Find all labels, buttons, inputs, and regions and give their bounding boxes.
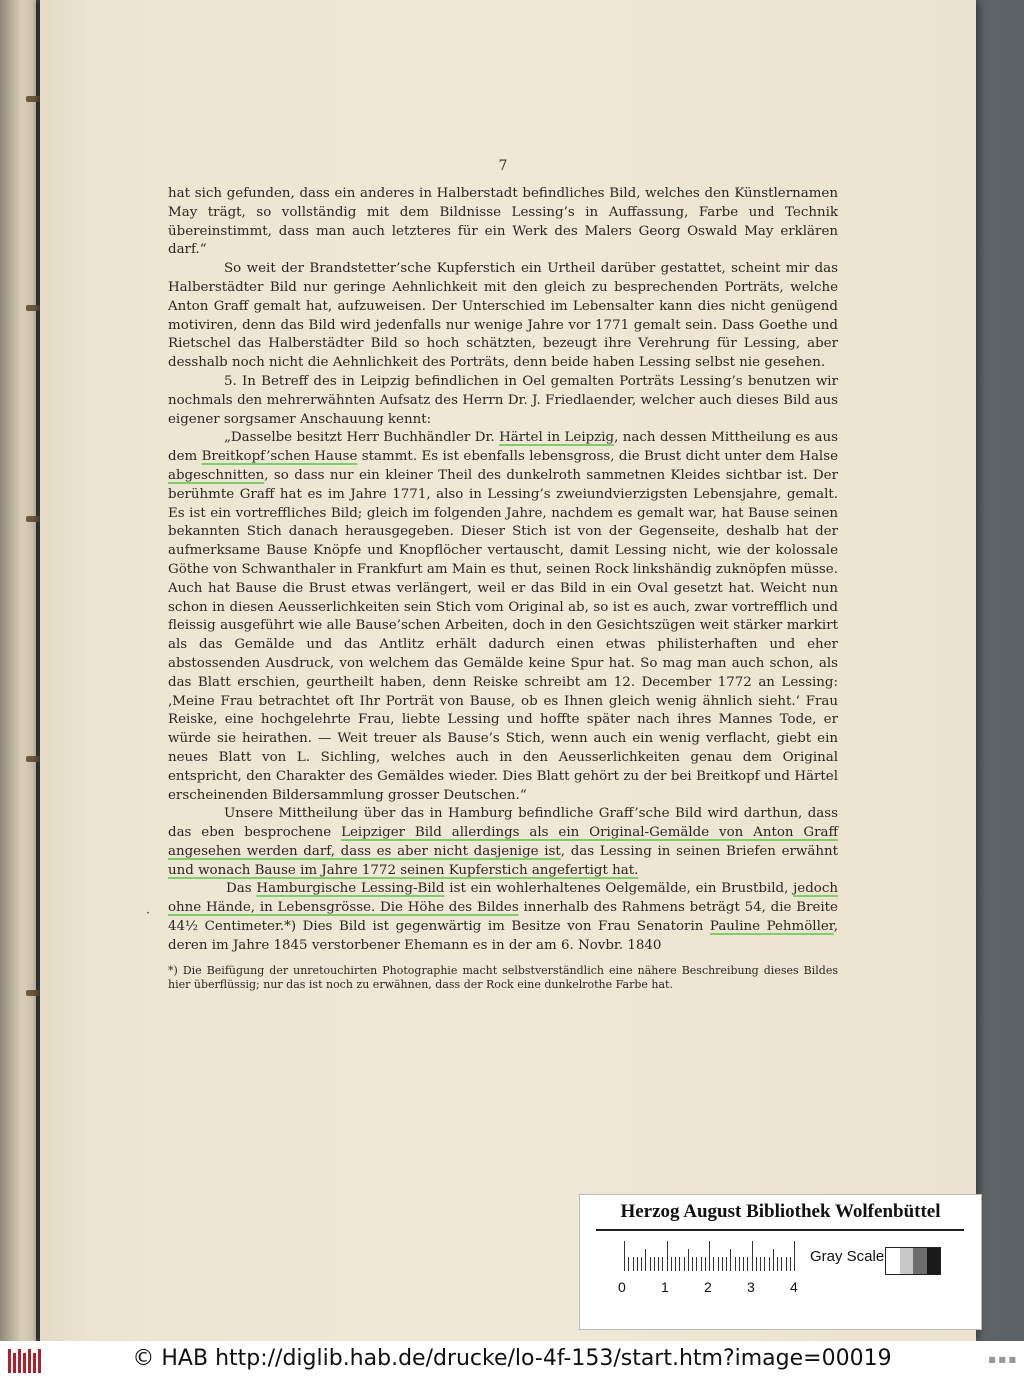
ruler-tick	[692, 1257, 693, 1271]
text-run: , nach dessen Mittheilung es aus dem	[168, 430, 839, 465]
ruler-tick	[671, 1257, 672, 1271]
ruler-tick	[696, 1257, 697, 1271]
margin-mark: ·	[146, 906, 151, 921]
highlighted-text: Hamburgische Lessing-Bild	[256, 881, 445, 897]
scale-ruler	[624, 1241, 794, 1271]
ruler-tick	[743, 1257, 744, 1271]
paragraph	[168, 373, 838, 429]
ruler-number: 2	[704, 1279, 712, 1295]
ruler-tick	[747, 1257, 748, 1271]
text-run: innerhalb des Rahmens beträgt 54, die Breite 44½ Centimeter.*) Dies Bild ist gegenwärtig im Besitze von Frau Senatorin	[168, 900, 838, 935]
text-run: , so dass nur ein kleiner Theil des dunkelroth sammetnen Kleides sichtbar ist. Der berühmte Graff hat es im Jahre 1771, also in Lessing’s zweiundvierzigsten Lebensjahre, gemalt. Es ist ein vortreffliches Bild; gleich im folgenden Jahre, nachdem es gemalt war, hat Bause seinen bekannten Stich danach herausgegeben. Dieser Stich ist von der Gegenseite, deshalb hat der aufmerksame Bause Knöpfe und Knopflöcher vertauscht, damit Lessing nicht, wie der kolossale Göthe von Schwanthaler in Frankfurt am Main es thut, seinen Rock linkshändig zuknöpfen müsse. Auch hat Bause die Brust etwas verlängert, weil er das Bild in ein Oval gesetzt hat. Weicht nun schon in diesen Aeusserlichkeiten sein Stich vom Original ab, so ist es auch, zwar vortrefflich und fleissig ausgeführt wie alle Bause’schen Arbeiten, doch in den Gesichtszügen weit stärker markirt als das Gemälde und das Antlitz erhält dadurch einen etwas philisterhaften und eher abstossenden Ausdruck, von welchem das Gemälde keine Spur hat. So mag man auch schon, als das Blatt erschien, geurtheilt haben, denn Reiske schreibt am 12. December 1772 an Lessing: ‚Meine Frau betrachtet oft Ihr Porträt von Bause, ob es Ihnen gleich wenig ähnlich sieht.‘ Frau Reiske, eine hochgelehrte Frau, liebte Lessing und hoffte später nach ihres Mannes Tode, er würde sie heirathen. — Weit treuer als Bause’s Stich, wenn auch ein wenig verflacht, giebt ein neues Blatt von L. Sichling, welches auch in den Aeusserlichkeiten genau dem Original entspricht, den Charakter des Gemäldes wieder. Dies Blatt gehört zu der bei Breitkopf und Härtel erscheinenden Bildersammlung grosser Deutschen.“	[168, 467, 838, 803]
gray-swatch	[913, 1248, 927, 1274]
text-run: ist ein wohlerhaltenes Oelgemälde, ein Brustbild,	[444, 881, 794, 897]
ruler-tick	[786, 1257, 787, 1271]
page-number: 7	[498, 158, 508, 174]
text-run: Das	[226, 881, 257, 897]
ruler-number: 3	[747, 1279, 755, 1295]
ruler-tick	[713, 1257, 714, 1271]
ruler-number: 4	[790, 1279, 798, 1295]
text-run: hat sich gefunden, dass ein anderes in Halberstadt befindliches Bild, welches den Künstlernamen May trägt, so vollständig mit dem Bildnisse Lessing’s in Auffassung, Farbe und Technik übereinstimmt, dass man auch letzteres für ein Werk des Malers Georg Oswald May erklären darf.“	[168, 186, 838, 258]
ruler-tick	[781, 1257, 782, 1271]
ruler-tick	[739, 1257, 740, 1271]
ruler-tick	[658, 1257, 659, 1271]
ruler-tick	[769, 1257, 770, 1271]
ruler-tick	[756, 1257, 757, 1271]
ruler-tick	[705, 1257, 706, 1271]
ruler-tick	[624, 1241, 625, 1271]
ruler-tick	[637, 1257, 638, 1271]
footer-bar	[0, 1341, 1024, 1381]
ruler-tick	[633, 1257, 634, 1271]
card-title: Herzog August Bibliothek Wolfenbüttel	[620, 1201, 941, 1222]
highlighted-text: Härtel in Leipzig	[499, 430, 615, 446]
highlighted-text: und wonach Bause im Jahre 1772 seinen Kupferstich angefertigt hat.	[168, 862, 639, 878]
ruler-tick	[675, 1257, 676, 1271]
ruler-tick	[684, 1257, 685, 1271]
paragraph	[168, 260, 838, 373]
color-calibration-card	[579, 1194, 982, 1330]
gray-swatch	[886, 1248, 900, 1274]
ruler-tick	[794, 1241, 795, 1271]
ruler-tick	[735, 1257, 736, 1271]
ruler-tick	[709, 1241, 710, 1271]
ruler-numbers	[618, 1279, 818, 1299]
highlighted-text: abgeschnitten	[168, 467, 265, 483]
ruler-tick	[650, 1257, 651, 1271]
ruler-tick	[764, 1257, 765, 1271]
ruler-tick	[752, 1241, 753, 1271]
ruler-number: 0	[618, 1279, 626, 1295]
ruler-tick	[641, 1257, 642, 1271]
ruler-tick	[760, 1257, 761, 1271]
paragraph	[168, 880, 838, 955]
highlighted-text: Breitkopf’schen Hause	[201, 449, 358, 465]
ruler-tick	[718, 1257, 719, 1271]
ruler-tick	[722, 1257, 723, 1271]
ruler-tick	[726, 1257, 727, 1271]
ruler-tick	[667, 1241, 668, 1271]
gray-scale-label: Gray Scale	[810, 1248, 885, 1265]
card-divider	[596, 1229, 964, 1231]
text-run: , deren im Jahre 1845 verstorbener Ehemann es in der am 6. Novbr. 1840	[168, 919, 838, 953]
footer-copyright-link[interactable]: © HAB http://diglib.hab.de/drucke/lo-4f-153/start.htm?image=00019	[132, 1346, 892, 1371]
gray-swatch	[900, 1248, 914, 1274]
highlighted-text: Pauline Pehmöller	[709, 919, 834, 935]
ruler-tick	[645, 1249, 646, 1271]
ruler-tick	[679, 1257, 680, 1271]
highlighted-text: jedoch ohne Hände, in Lebensgrösse. Die Höhe des Bildes	[168, 881, 838, 916]
gray-scale-swatches	[885, 1247, 941, 1275]
text-run: 5. In Betreff des in Leipzig befindlichen in Oel gemalten Porträts Lessing’s benutzen wir nochmals den mehrerwähnten Aufsatz des Herrn Dr. J. Friedlaender, welcher auch dieses Bild aus eigener sorgsamer Anschauung kennt:	[168, 373, 838, 427]
paragraph	[168, 429, 838, 805]
ruler-tick	[654, 1257, 655, 1271]
ruler-tick	[662, 1257, 663, 1271]
text-run: Unsere Mittheilung über das in Hamburg befindliche Graff’sche Bild wird darthun, dass das eben besprochene	[168, 806, 838, 841]
gray-swatch	[927, 1248, 941, 1274]
text-run: , das Lessing in seinen Briefen erwähnt	[560, 843, 838, 859]
ruler-tick	[701, 1257, 702, 1271]
ruler-tick	[730, 1249, 731, 1271]
footer-mini-mark: ■ ■ ■	[988, 1355, 1016, 1364]
ruler-tick	[777, 1257, 778, 1271]
ruler-tick	[688, 1249, 689, 1271]
ruler-tick	[628, 1257, 629, 1271]
body-text	[168, 185, 838, 956]
paragraph	[168, 185, 838, 260]
paragraph	[168, 805, 838, 880]
ruler-tick	[773, 1249, 774, 1271]
highlighted-text: Leipziger Bild allerdings als ein Original-Gemälde von Anton Graff angesehen werden darf, dass es aber nicht dasjenige ist	[168, 825, 838, 859]
ruler-number: 1	[661, 1279, 669, 1295]
footnote: *) Die Beifügung der unretouchirten Photographie macht selbstverständlich eine nähere Beschreibung dieses Bildes hier überflüssig; nur das ist noch zu erwähnen, dass der Rock eine dunkelrothe Farbe hat.	[168, 964, 838, 991]
text-run: „Dasselbe besitzt Herr Buchhändler Dr.	[224, 430, 500, 446]
text-run: So weit der Brandstetter’sche Kupferstich ein Urtheil darüber gestattet, scheint mir das Halberstädter Bild nur geringe Aehnlichkeit mit den gleich zu besprechenden Porträts, welche Anton Graff gemalt hat, aufzuweisen. Der Unterschied im Lebensalter kann dies nicht genügend motiviren, denn das Bild wird jedenfalls nur wenige Jahre vor 1771 gemalt sein. Dass Goethe und Rietschel das Halberstädter Bild so hoch schätzten, bezeugt ihre Verehrung für Lessing, aber desshalb noch nicht die Aehnlichkeit des Porträts, denn beide haben Lessing selbst nie gesehen.	[168, 261, 838, 371]
ruler-tick	[790, 1257, 791, 1271]
text-run: stammt. Es ist ebenfalls lebensgross, die Brust dicht unter dem Halse	[357, 449, 839, 465]
previous-page-edge	[0, 0, 36, 1341]
